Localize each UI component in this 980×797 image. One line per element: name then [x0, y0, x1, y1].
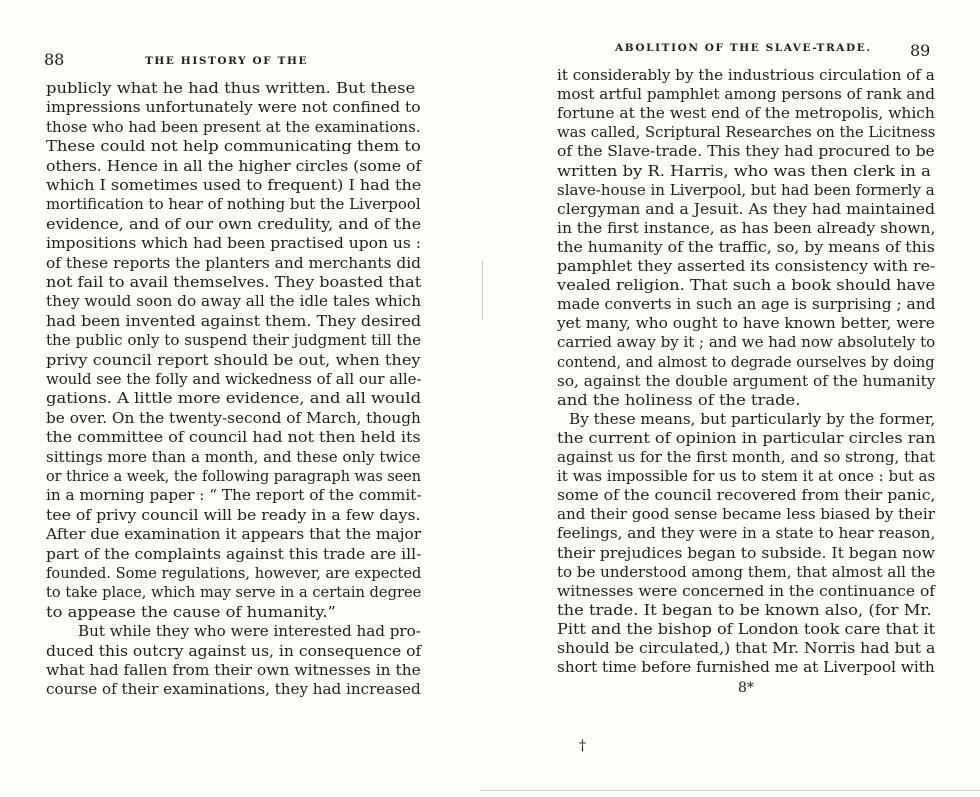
text-line: what had fallen from their own witnesses in the	[46, 662, 421, 679]
text-line: impositions which had been practised upon us :	[46, 235, 421, 253]
text-line: others. Hence in all the higher circles (some of	[46, 157, 422, 175]
text-line: yet many, who ought to have known better, were	[557, 315, 935, 333]
text-line: After due examination it appears that the major	[46, 526, 422, 544]
text-line: vealed religion. That such a book should have	[557, 277, 936, 295]
running-head: ABOLITION OF THE SLAVE-TRADE.	[615, 42, 872, 54]
text-line: the humanity of the traffic, so, by means of this	[557, 238, 935, 256]
text-line: evidence, and of our own credulity, and of the	[46, 215, 422, 233]
text-line: of these reports the planters and merchants did	[46, 254, 422, 272]
text-line: publicly what he had thus written. But these	[46, 80, 416, 97]
text-line: most artful pamphlet among persons of rank and	[557, 86, 935, 104]
text-line: in a morning paper : “ The report of the commit-	[46, 487, 422, 505]
text-line: or thrice a week, the following paragraph was seen	[46, 468, 421, 485]
text-line: the current of opinion in particular circles ran	[557, 429, 936, 447]
text-line: witnesses were concerned in the continuance of	[557, 582, 936, 600]
text-line: clergyman and a Jesuit. As they had maintained	[557, 200, 935, 218]
text-line: had been invented against them. They desired	[46, 312, 422, 330]
text-line: their prejudices began to subside. It began now	[557, 544, 936, 562]
text-line: written by R. Harris, who was then clerk in a	[557, 162, 931, 180]
running-head: THE HISTORY OF THE	[145, 55, 309, 67]
text-line: privy council report should be out, when they	[46, 351, 421, 369]
text-line: impressions unfortunately were not confined to	[46, 99, 421, 117]
text-line: they would soon do away all the idle tales which	[46, 293, 422, 311]
text-line: to be understood among them, that almost all the	[557, 563, 936, 581]
text-line: contend, and almost to degrade ourselves by doing	[557, 353, 935, 371]
text-line: it was impossible for us to stem it at once : but as	[557, 468, 936, 486]
text-line: so, against the double argument of the humanity	[557, 372, 936, 390]
text-line: some of the council recovered from their panic,	[557, 487, 936, 505]
text-line: should be circulated,) that Mr. Norris had but a	[557, 640, 936, 657]
text-line: made converts in such an age is surprising ; and	[557, 296, 936, 314]
text-line: sittings more than a month, and these only twice	[46, 448, 421, 466]
text-line: and the holiness of the trade.	[557, 391, 801, 409]
text-line: short time before furnished me at Liverpool with	[557, 659, 935, 677]
text-line: the trade. It began to be known also, (for Mr.	[557, 601, 932, 619]
text-line: Pitt and the bishop of London took care that it	[557, 620, 936, 638]
text-line: By these means, but particularly by the former,	[569, 410, 936, 428]
text-line: gations. A little more evidence, and all would	[46, 390, 422, 408]
text-line: of the Slave-trade. This they had procured to be	[557, 143, 935, 161]
text-line: it considerably by the industrious circulation of a	[557, 67, 935, 84]
text-line: to appease the cause of humanity.”	[46, 603, 336, 621]
text-line: mortification to hear of nothing but the Liverpool	[46, 196, 421, 214]
text-line: in the first instance, as has been already shown,	[557, 219, 936, 237]
text-line: carried away by it ; and we had now absolutely to	[557, 334, 936, 352]
text-line: pamphlet they asserted its consistency with re-	[557, 258, 936, 275]
text-line: feelings, and they were in a state to hear reason,	[557, 525, 936, 543]
gutter-line	[482, 260, 483, 320]
text-line: slave-house in Liverpool, but had been formerly a	[557, 181, 935, 199]
text-line: be over. On the twenty-second of March, though	[46, 409, 421, 427]
text-line: to take place, which may serve in a certain degree	[46, 584, 422, 602]
text-line: fortune at the west end of the metropolis, which	[557, 105, 935, 123]
page-number: 89	[910, 41, 931, 60]
text-line: not fail to avail themselves. They boasted that	[46, 274, 422, 291]
text-line: founded. Some regulations, however, are expected	[46, 565, 422, 582]
text-line: course of their examinations, they had increased	[46, 681, 421, 699]
text-line: and their good sense became less biased by their	[557, 506, 935, 524]
text-line: against us for the first month, and so strong, that	[557, 449, 935, 466]
text-line: duced this outcry against us, in consequence of	[46, 642, 422, 660]
text-line: those who had been present at the examinations.	[46, 118, 421, 136]
text-line: the committee of council had not then held its	[46, 429, 421, 447]
right-page	[490, 0, 980, 797]
text-line: part of the complaints against this trade are ill-	[46, 545, 422, 563]
text-line: was called, Scriptural Researches on the Licitness	[557, 124, 936, 142]
text-line: But while they who were interested had pro-	[78, 623, 421, 641]
page-edge	[480, 790, 980, 791]
text-line: which I sometimes used to frequent) I had the	[46, 177, 422, 194]
text-line: would see the folly and wickedness of all our alle-	[46, 371, 422, 388]
text-line: These could not help communicating them to	[46, 138, 421, 156]
signature-mark: 8*	[738, 680, 754, 696]
text-line: tee of privy council will be ready in a few days.	[46, 506, 421, 524]
text-line: the public only to suspend their judgment till the	[46, 332, 422, 350]
page-number: 88	[44, 50, 65, 69]
stray-mark: †	[579, 738, 586, 754]
